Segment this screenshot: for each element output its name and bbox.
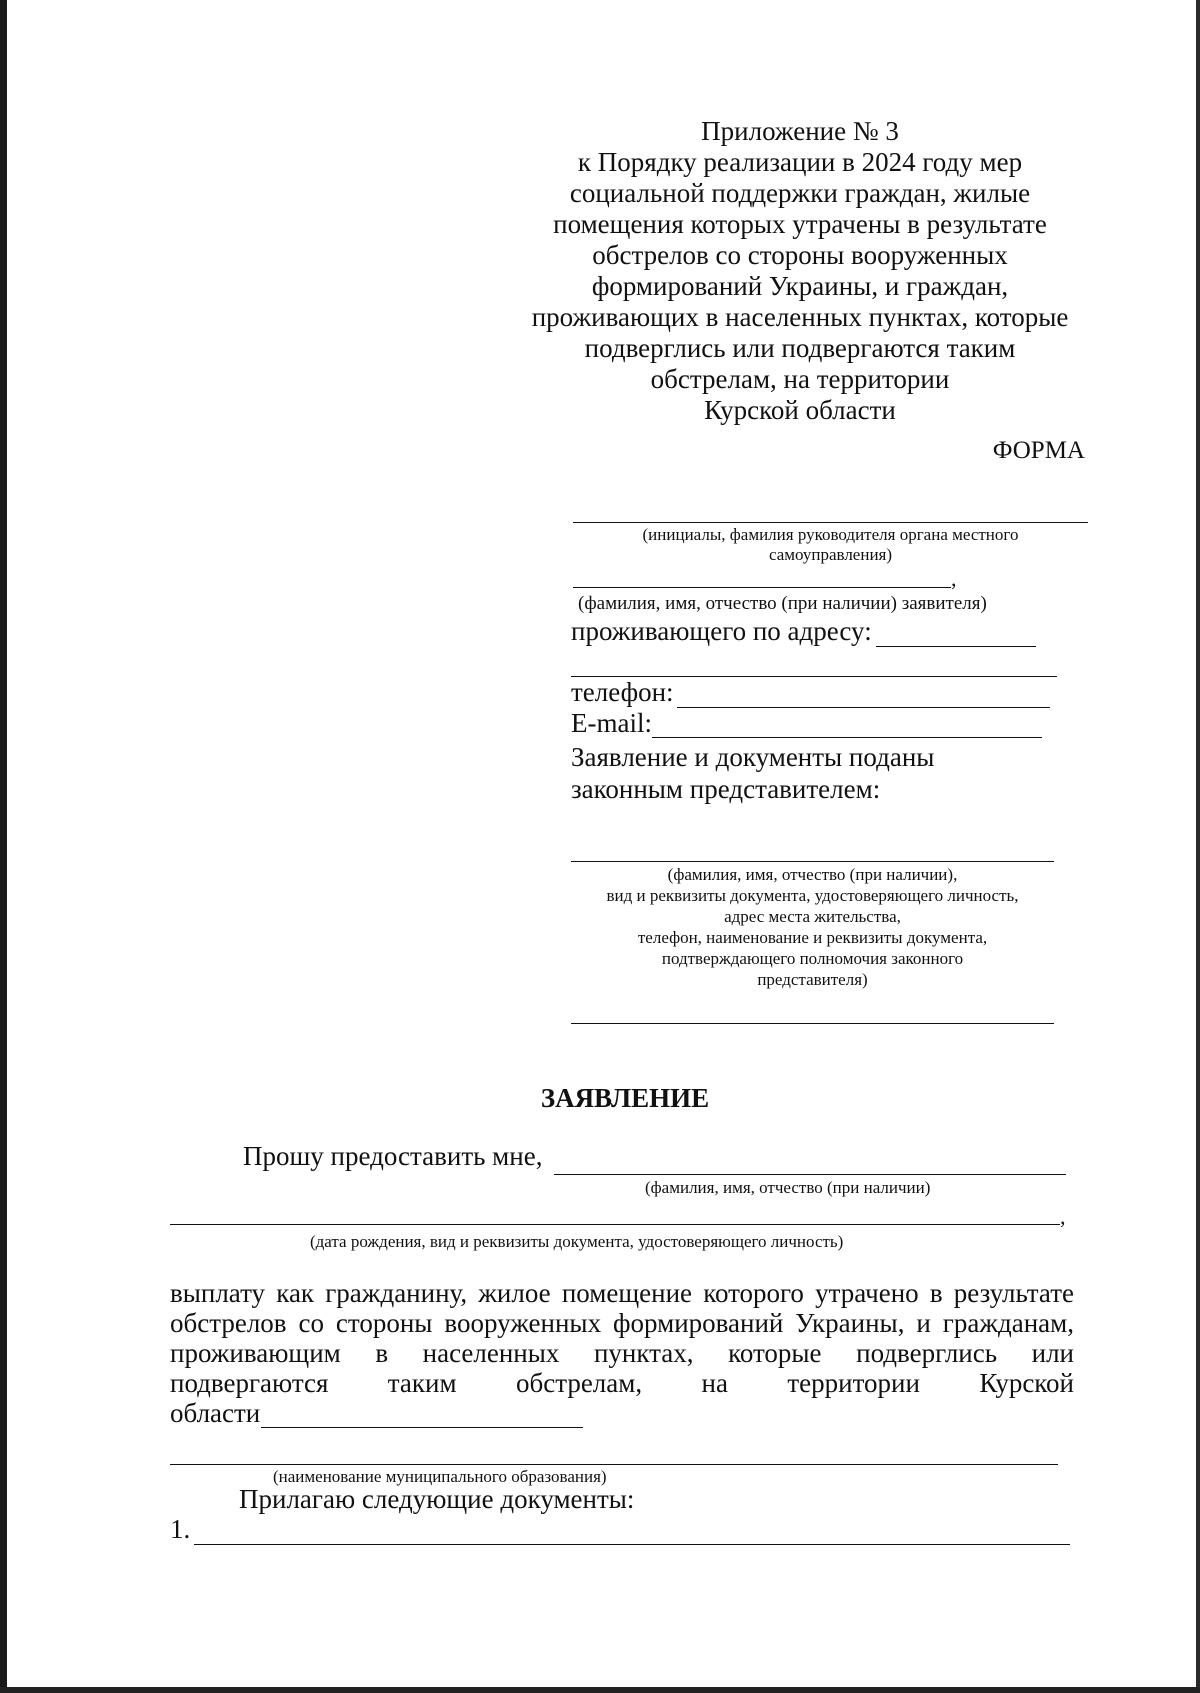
statement-title: ЗАЯВЛЕНИЕ bbox=[540, 1083, 710, 1113]
header-line: социальной поддержки граждан, жилые bbox=[569, 178, 1031, 208]
header-line: формирований Украины, и граждан, bbox=[591, 271, 1009, 301]
header-line: Курской области bbox=[704, 395, 896, 425]
header-line: обстрелов со стороны вооруженных bbox=[592, 240, 1008, 270]
header-line: к Порядку реализации в 2024 году мер bbox=[577, 147, 1023, 177]
header-line: обстрелам, на территории bbox=[650, 364, 950, 394]
attach-label: Прилагаю следующие документы: bbox=[239, 1484, 635, 1514]
email-label: E-mail: bbox=[571, 708, 652, 738]
head-caption: (инициалы, фамилия руководителя органа местного самоуправления) bbox=[642, 525, 1019, 564]
header-line: подверглись или подвергаются таким bbox=[584, 333, 1016, 363]
request-label: Прошу предоставить мне, bbox=[243, 1141, 543, 1171]
name-input-line[interactable] bbox=[554, 1174, 1066, 1175]
header-line: помещения которых утрачены в результате bbox=[553, 209, 1047, 239]
paragraph-line: выплату как гражданину, жилое помещение которого утрачено в результате bbox=[170, 1278, 1074, 1308]
address-label: проживающего по адресу: bbox=[571, 616, 872, 646]
paragraph-line: проживающим в населенных пунктах, которые подверглись или bbox=[170, 1338, 1074, 1368]
representative-caption: (фамилия, имя, отчество (при наличии), вид и реквизиты документа, удостоверяющего личность, адрес места жительства, телефон, наименование и реквизиты документа, подтверждающего полномочия законного представителя) bbox=[606, 865, 1019, 989]
header-line: Приложение № 3 bbox=[701, 116, 899, 146]
email-input-line[interactable] bbox=[652, 737, 1042, 738]
representative-line[interactable] bbox=[571, 861, 1054, 862]
municipality-input-line[interactable] bbox=[170, 1464, 1058, 1465]
scan-edge-bottom bbox=[0, 1687, 1200, 1693]
dob-caption: (дата рождения, вид и реквизиты документа, удостоверяющего личность) bbox=[310, 1232, 844, 1251]
appendix-header bbox=[505, 116, 1095, 426]
scan-edge-right bbox=[1196, 0, 1200, 1693]
item-number: 1. bbox=[170, 1514, 191, 1544]
region-input-line[interactable] bbox=[261, 1427, 583, 1428]
applicant-caption: (фамилия, имя, отчество (при наличии) заявителя) bbox=[578, 593, 987, 614]
paragraph-line: подвергаются таким обстрелам, на территории Курской bbox=[170, 1368, 1074, 1398]
paragraph-last-line: области bbox=[170, 1398, 261, 1428]
dob-comma: , bbox=[1060, 1204, 1066, 1229]
representative-line-2[interactable] bbox=[571, 1023, 1054, 1024]
name-caption: (фамилия, имя, отчество (при наличии) bbox=[645, 1178, 931, 1197]
head-name-line[interactable] bbox=[573, 522, 1088, 523]
paragraph-line: обстрелов со стороны вооруженных формирований Украины, и гражданам, bbox=[170, 1308, 1074, 1338]
municipality-caption: (наименование муниципального образования) bbox=[273, 1467, 607, 1486]
statement-paragraph bbox=[170, 1278, 1074, 1428]
representative-label: Заявление и документы поданы законным представителем: bbox=[571, 742, 935, 804]
phone-input-line[interactable] bbox=[677, 707, 1050, 708]
dob-input-line[interactable] bbox=[170, 1224, 1060, 1225]
address-line-1[interactable] bbox=[876, 646, 1036, 647]
scan-edge-left bbox=[0, 0, 7, 1693]
header-line: проживающих в населенных пунктах, которые bbox=[531, 302, 1069, 332]
document-item-line[interactable] bbox=[194, 1544, 1070, 1545]
form-label: ФОРМА bbox=[992, 437, 1085, 464]
applicant-comma: , bbox=[951, 566, 957, 591]
applicant-name-line[interactable] bbox=[573, 587, 951, 588]
phone-label: телефон: bbox=[571, 677, 674, 707]
